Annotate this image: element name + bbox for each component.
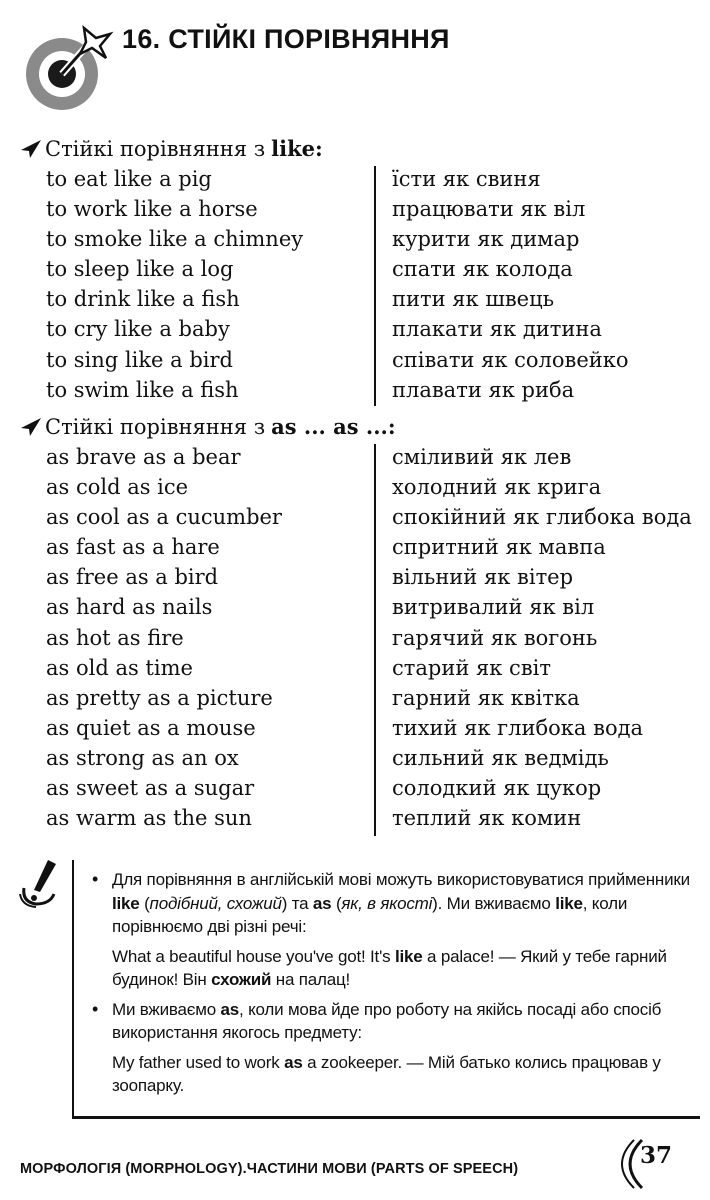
english-phrase: to swim like a fish: [46, 377, 239, 402]
page-title: 16. СТІЙКІ ПОРІВНЯННЯ: [122, 24, 450, 54]
english-phrase: as cold as ice: [46, 475, 189, 500]
comparison-row: [0, 164, 710, 194]
comparison-row: [0, 713, 710, 743]
as-heading-keyword: as ... as ...:: [271, 414, 396, 439]
english-phrase: to sleep like a log: [46, 257, 234, 282]
ukrainian-translation: солодкий як цукор: [392, 776, 602, 801]
ukrainian-translation: старий як світ: [392, 655, 551, 680]
comparison-row: [0, 224, 710, 254]
comparison-row: [0, 254, 710, 284]
comparison-row: [0, 623, 710, 653]
comparison-row: [0, 194, 710, 224]
comparison-row: [0, 803, 710, 833]
like-comparisons-list: [0, 164, 710, 405]
comparison-row: [0, 532, 710, 562]
like-section-heading: [20, 136, 323, 161]
note-bullet-like: • Для порівняння в англійській мові можуть використовуватися прийменники like (подібний, схожий) та as (як, в якості). Ми вживаємо like, коли порівнюємо дві різні речі:: [92, 868, 700, 939]
english-phrase: as sweet as a sugar: [46, 776, 255, 801]
english-phrase: to eat like a pig: [46, 167, 212, 191]
note-example-as: My father used to work as a zookeeper. — Мій батько колись працював у зоопарку.: [112, 1052, 661, 1095]
english-phrase: as pretty as a picture: [46, 685, 273, 710]
ukrainian-translation: курити як димар: [392, 227, 580, 252]
as-section-heading: [20, 414, 396, 439]
comparison-row: [0, 284, 710, 314]
ukrainian-translation: гарячий як вогонь: [392, 625, 598, 650]
ukrainian-translation: вільний як вітер: [392, 565, 574, 590]
english-phrase: as hot as fire: [46, 625, 184, 650]
like-heading-text: Стійкі порівняння з: [45, 136, 266, 161]
as-heading-text: Стійкі порівняння з: [45, 414, 266, 439]
english-phrase: to sing like a bird: [46, 347, 233, 372]
comparison-row: [0, 743, 710, 773]
ukrainian-translation: працювати як віл: [392, 197, 586, 222]
comparison-row: [0, 683, 710, 713]
english-phrase: as quiet as a mouse: [46, 715, 256, 740]
ukrainian-translation: спати як колода: [392, 257, 573, 282]
english-phrase: as warm as the sun: [46, 806, 252, 831]
as-comparisons-list: [0, 442, 710, 833]
ukrainian-translation: їсти як свиня: [392, 167, 541, 191]
page-number: 37: [640, 1142, 673, 1169]
english-phrase: as hard as nails: [46, 595, 213, 620]
comparison-row: [0, 653, 710, 683]
ukrainian-translation: співати як соловейко: [392, 347, 629, 372]
ukrainian-translation: сміливий як лев: [392, 445, 572, 469]
comparison-row: [0, 345, 710, 375]
comparison-row: [0, 562, 710, 592]
note-example-like: What a beautiful house you've got! It's like a palace! — Який у тебе гарний будинок! Він схожий на палац!: [112, 946, 667, 989]
english-phrase: as strong as an ox: [46, 745, 239, 770]
like-heading-keyword: like:: [271, 136, 323, 161]
grammar-note: [92, 868, 700, 1098]
note-bullet-as: • Ми вживаємо as, коли мова йде про роботу на якійсь посаді або спосіб використання якогось предмету:: [92, 998, 700, 1045]
arrow-pointer-icon: [20, 417, 42, 437]
english-phrase: to cry like a baby: [46, 317, 230, 342]
ukrainian-translation: спокійний як глибока вода: [392, 505, 692, 530]
pen-note-icon: [18, 858, 62, 908]
english-phrase: as free as a bird: [46, 565, 219, 590]
ukrainian-translation: плавати як риба: [392, 377, 575, 402]
ukrainian-translation: холодний як крига: [392, 475, 602, 500]
comparison-row: [0, 502, 710, 532]
english-phrase: as brave as a bear: [46, 445, 241, 469]
ukrainian-translation: спритний як мавпа: [392, 535, 606, 560]
comparison-row: [0, 472, 710, 502]
ukrainian-translation: гарний як квітка: [392, 685, 580, 710]
target-arrow-icon: [18, 18, 114, 114]
ukrainian-translation: теплий як комин: [392, 806, 582, 831]
ukrainian-translation: плакати як дитина: [392, 317, 602, 342]
comparison-row: [0, 592, 710, 622]
footer-section-title: МОРФОЛОГІЯ (MORPHOLOGY).ЧАСТИНИ МОВИ (PARTS OF SPEECH): [20, 1161, 519, 1177]
ukrainian-translation: сильний як ведмідь: [392, 745, 609, 770]
ukrainian-translation: пити як швець: [392, 287, 555, 312]
english-phrase: to drink like a fish: [46, 287, 240, 312]
ukrainian-translation: тихий як глибока вода: [392, 715, 644, 740]
arrow-pointer-icon: [20, 139, 42, 159]
comparison-row: [0, 375, 710, 405]
comparison-row: [0, 314, 710, 344]
english-phrase: to work like a horse: [46, 197, 258, 222]
ukrainian-translation: витривалий як віл: [392, 595, 595, 620]
english-phrase: to smoke like a chimney: [46, 227, 304, 252]
english-phrase: as fast as a hare: [46, 535, 220, 560]
comparison-row: [0, 773, 710, 803]
english-phrase: as old as time: [46, 655, 193, 680]
comparison-row: [0, 442, 710, 472]
english-phrase: as cool as a cucumber: [46, 505, 282, 530]
